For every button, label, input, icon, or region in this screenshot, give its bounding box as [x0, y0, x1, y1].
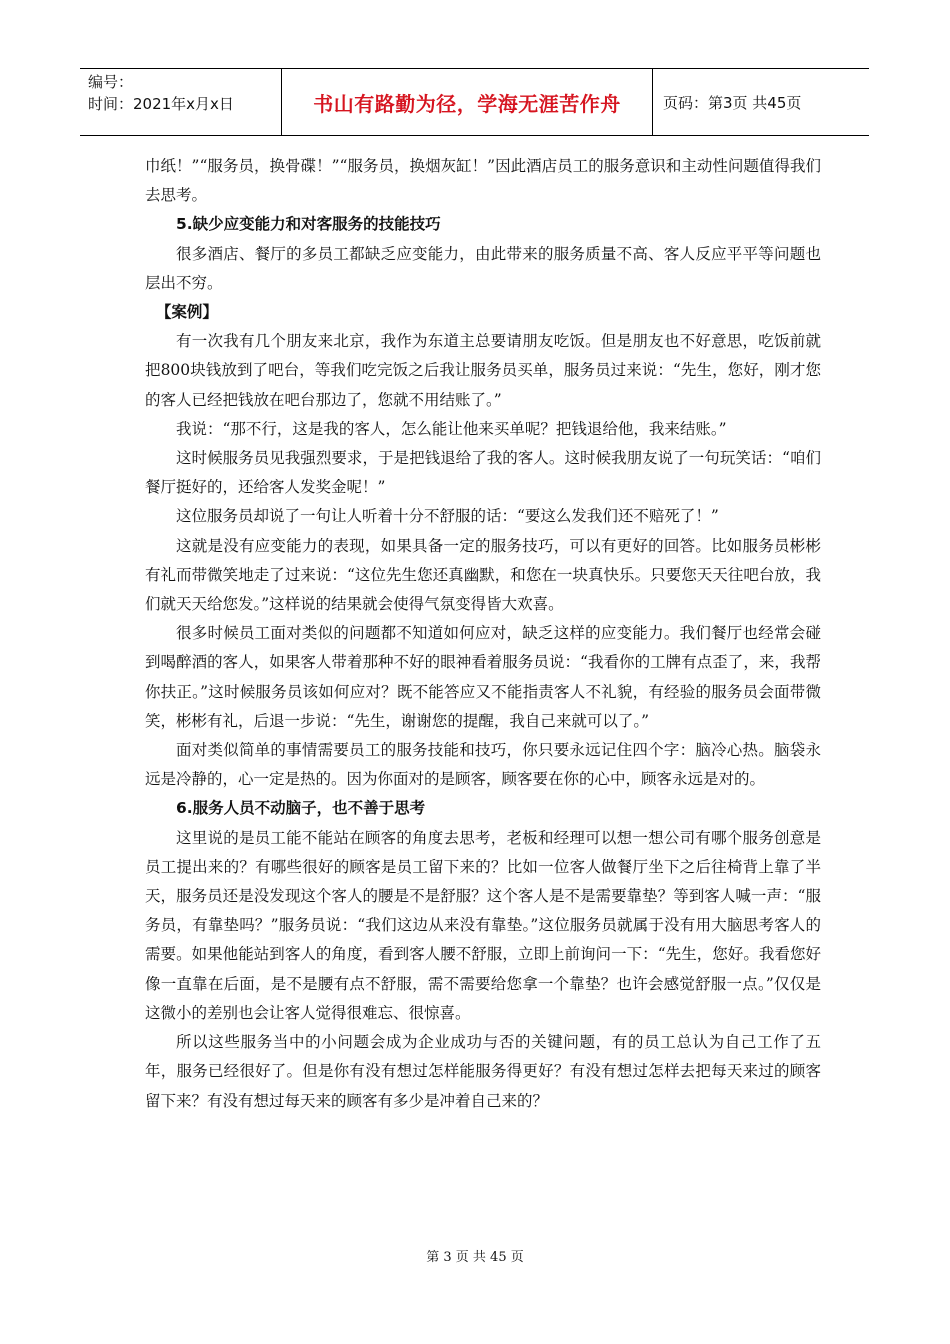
paragraph: 有一次我有几个朋友来北京，我作为东道主总要请朋友吃饭。但是朋友也不好意思，吃饭前就把800块钱放到了吧台，等我们吃完饭之后我让服务员买单，服务员过来说：“先生，您好，刚才您的客人已经把钱放在吧台那边了，您就不用结账了。”	[145, 332, 821, 409]
document-body	[145, 152, 821, 1116]
page-footer: 第 3 页 共 45 页	[426, 1250, 524, 1265]
paragraph: 巾纸！”“服务员，换骨碟！”“服务员，换烟灰缸！”因此酒店员工的服务意识和主动性问题值得我们去思考。	[145, 157, 821, 205]
header-table	[80, 68, 869, 136]
paragraph: 很多酒店、餐厅的多员工都缺乏应变能力，由此带来的服务质量不高、客人反应平平等问题也层出不穷。	[145, 244, 821, 292]
page-label: 页码：第3页 共45页	[663, 93, 802, 112]
paragraph: 我说：“那不行，这是我的客人，怎么能让他来买单呢？把钱退给他，我来结账。”	[176, 419, 727, 438]
header-left-cell	[80, 69, 282, 135]
section-heading: 6.服务人员不动脑子，也不善于思考	[176, 799, 426, 818]
paragraph: 所以这些服务当中的小问题会成为企业成功与否的关键问题，有的员工总认为自己工作了五年，服务已经很好了。但是你有没有想过怎样能服务得更好？有没有想过怎样去把每天来过的顾客留下来？有没有想过每天来的顾客有多少是冲着自己来的？	[145, 1033, 821, 1110]
paragraph: 很多时候员工面对类似的问题都不知道如何应对，缺乏这样的应变能力。我们餐厅也经常会碰到喝醉酒的客人，如果客人带着那种不好的眼神看着服务员说：“我看你的工牌有点歪了，来，我帮你扶正。”这时候服务员该如何应对？既不能答应又不能指责客人不礼貌，有经验的服务员会面带微笑，彬彬有礼，后退一步说：“先生，谢谢您的提醒，我自己来就可以了。”	[145, 624, 821, 730]
time-label: 时间：2021年x月x日	[88, 95, 234, 113]
paragraph: 这时候服务员见我强烈要求，于是把钱退给了我的客人。这时候我朋友说了一句玩笑话：“咱们餐厅挺好的，还给客人发奖金呢！”	[145, 449, 821, 497]
paragraph: 这就是没有应变能力的表现，如果具备一定的服务技巧，可以有更好的回答。比如服务员彬彬有礼而带微笑地走了过来说：“这位先生您还真幽默，和您在一块真快乐。只要您天天往吧台放，我们就天天给您发。”这样说的结果就会使得气氛变得皆大欢喜。	[145, 536, 821, 614]
number-label: 编号：	[88, 73, 134, 91]
case-heading: 【案例】	[155, 303, 218, 322]
paragraph: 这位服务员却说了一句让人听着十分不舒服的话：“要这么发我们还不赔死了！”	[176, 507, 719, 526]
paragraph: 这里说的是员工能不能站在顾客的角度去思考，老板和经理可以想一想公司有哪个服务创意是员工提出来的？有哪些很好的顾客是员工留下来的？比如一位客人做餐厅坐下之后往椅背上靠了半天，服务员还是没发现这个客人的腰是不是舒服？这个客人是不是需要靠垫？等到客人喊一声：“服务员，有靠垫吗？”服务员说：“我们这边从来没有靠垫。”这位服务员就属于没有用大脑思考客人的需要。如果他能站到客人的角度，看到客人腰不舒服，立即上前询问一下：“先生，您好。我看您好像一直靠在后面，是不是腰有点不舒服，需不需要给您拿一个靠垫？也许会感觉舒服一点。”仅仅是这微小的差别也会让客人觉得很难忘、很惊喜。	[145, 828, 821, 1022]
motto: 书山有路勤为径，学海无涯苦作舟	[282, 69, 653, 135]
section-heading: 5.缺少应变能力和对客服务的技能技巧	[176, 215, 441, 234]
paragraph: 面对类似简单的事情需要员工的服务技能和技巧，你只要永远记住四个字：脑冷心热。脑袋永远是冷静的，心一定是热的。因为你面对的是顾客，顾客要在你的心中，顾客永远是对的。	[145, 741, 821, 789]
